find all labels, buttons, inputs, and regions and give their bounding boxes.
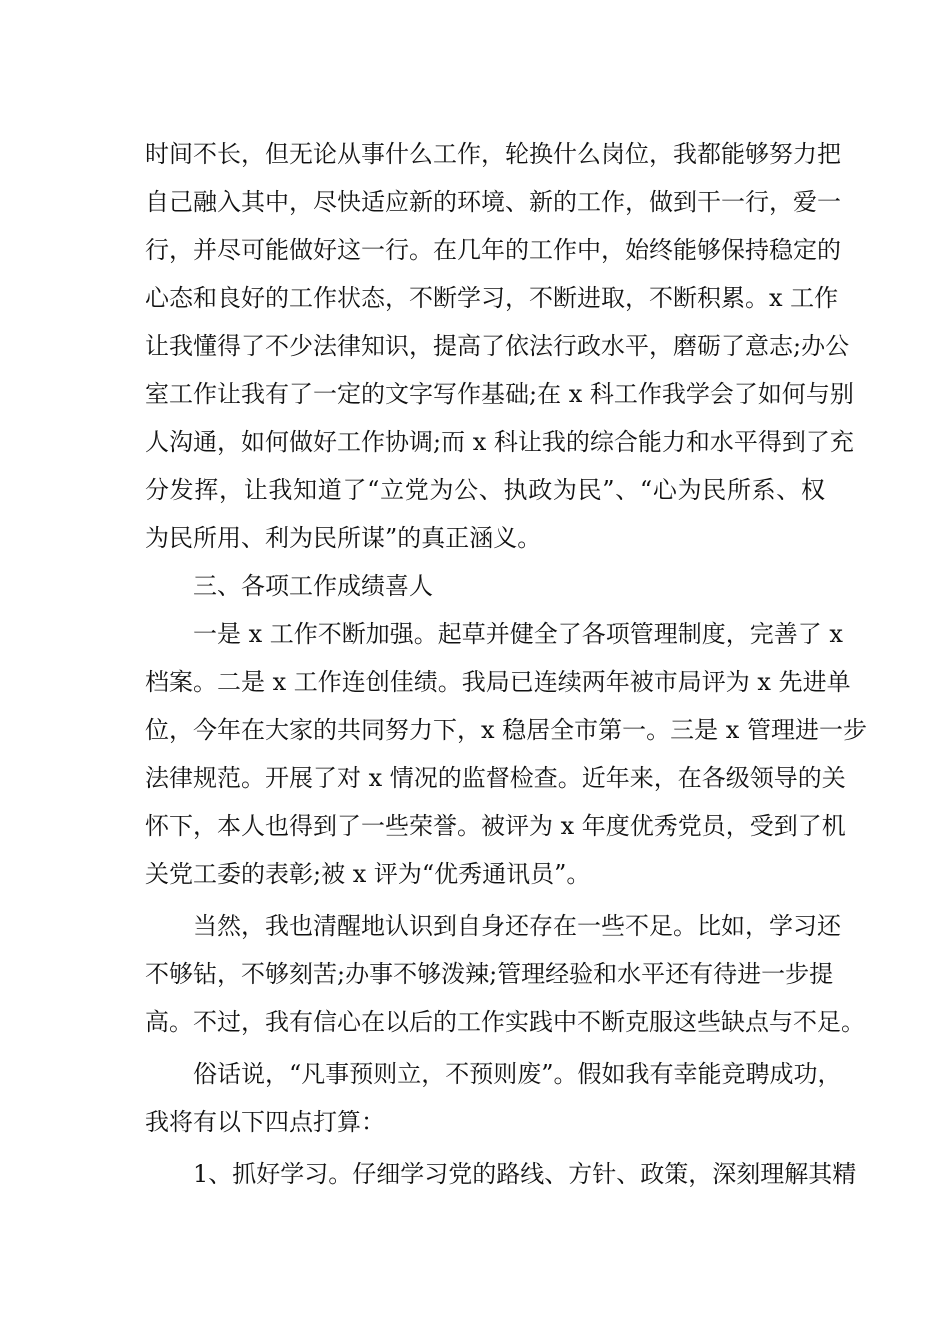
paragraph-line — [145, 514, 825, 562]
paragraph-line — [145, 850, 825, 898]
paragraph-line — [145, 1098, 825, 1146]
paragraph-line — [145, 1050, 842, 1098]
paragraph-line — [145, 370, 854, 418]
line-text: 不够钻，不够刻苦;办事不够泼辣;管理经验和水平还有待进一步提 — [145, 960, 834, 988]
paragraph-line — [145, 706, 867, 754]
paragraph-line — [145, 418, 854, 466]
paragraph-line — [145, 950, 834, 998]
paragraph-line — [145, 610, 843, 658]
paragraph-line — [145, 130, 841, 178]
line-text: 自己融入其中，尽快适应新的环境、新的工作，做到干一行，爱一 — [145, 188, 841, 216]
line-text: 为民所用、利为民所谋”的真正涵义。 — [145, 524, 542, 552]
paragraph-line — [145, 802, 846, 850]
line-text: 1、抓好学习。仔细学习党的路线、方针、政策，深刻理解其精 — [193, 1160, 857, 1188]
paragraph-line — [145, 274, 839, 322]
line-text: 关党工委的表彰;被 x 评为“优秀通讯员”。 — [145, 860, 591, 888]
paragraph-line — [145, 466, 825, 514]
document-body — [145, 130, 867, 1198]
paragraph-line — [145, 902, 841, 950]
line-text: 怀下，本人也得到了一些荣誉。被评为 x 年度优秀党员，受到了机 — [145, 812, 846, 840]
line-text: 分发挥，让我知道了“立党为公、执政为民”、“心为民所系、权 — [145, 476, 825, 504]
section-heading — [145, 562, 825, 610]
paragraph-line — [145, 998, 865, 1046]
paragraph-line — [145, 754, 846, 802]
line-text: 法律规范。开展了对 x 情况的监督检查。近年来，在各级领导的关 — [145, 764, 846, 792]
paragraph-line — [145, 322, 850, 370]
line-text: 俗话说，“凡事预则立，不预则废”。假如我有幸能竞聘成功， — [193, 1060, 842, 1088]
line-text: 档案。二是 x 工作连创佳绩。我局已连续两年被市局评为 x 先进单 — [145, 668, 851, 696]
paragraph-line — [145, 178, 841, 226]
paragraph-line — [145, 1150, 857, 1198]
heading-text: 三、各项工作成绩喜人 — [193, 572, 433, 600]
line-text: 让我懂得了不少法律知识，提高了依法行政水平，磨砺了意志;办公 — [145, 332, 850, 360]
line-text: 心态和良好的工作状态，不断学习，不断进取，不断积累。x 工作 — [145, 284, 839, 312]
line-text: 一是 x 工作不断加强。起草并健全了各项管理制度，完善了 x — [193, 620, 843, 648]
line-text: 时间不长，但无论从事什么工作，轮换什么岗位，我都能够努力把 — [145, 140, 841, 168]
line-text: 当然，我也清醒地认识到自身还存在一些不足。比如，学习还 — [193, 912, 841, 940]
paragraph-line — [145, 658, 851, 706]
line-text: 室工作让我有了一定的文字写作基础;在 x 科工作我学会了如何与别 — [145, 380, 854, 408]
line-text: 人沟通，如何做好工作协调;而 x 科让我的综合能力和水平得到了充 — [145, 428, 854, 456]
line-text: 位，今年在大家的共同努力下，x 稳居全市第一。三是 x 管理进一步 — [145, 716, 867, 744]
line-text: 高。不过，我有信心在以后的工作实践中不断克服这些缺点与不足。 — [145, 1008, 865, 1036]
line-text: 我将有以下四点打算： — [145, 1108, 385, 1136]
line-text: 行，并尽可能做好这一行。在几年的工作中，始终能够保持稳定的 — [145, 236, 841, 264]
paragraph-line — [145, 226, 841, 274]
